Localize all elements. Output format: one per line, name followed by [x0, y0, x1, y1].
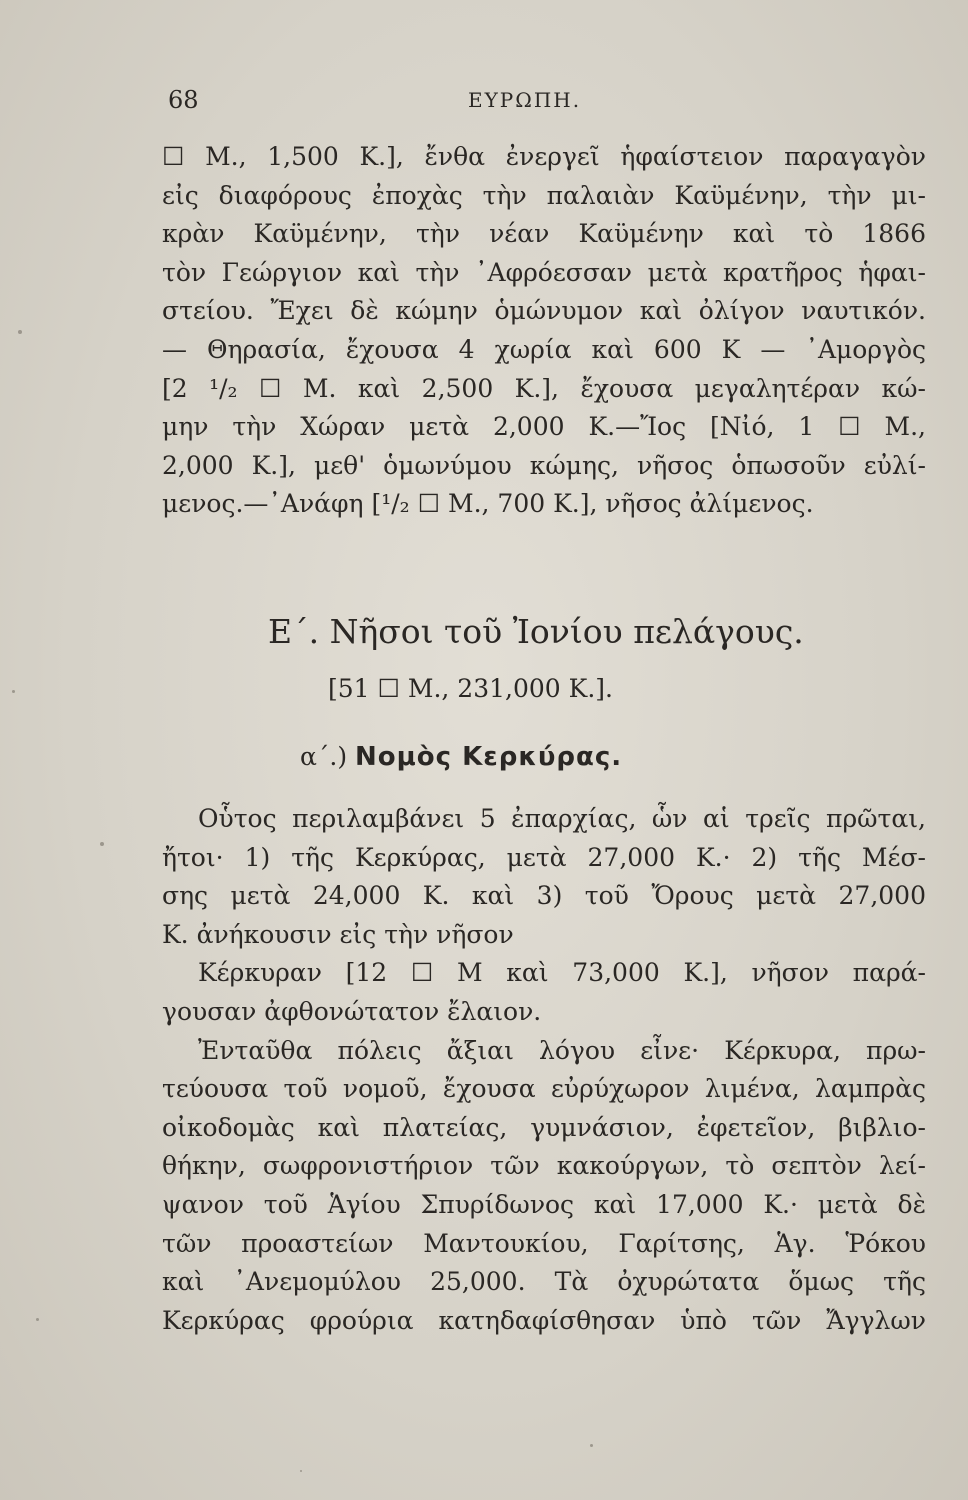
- text-line: σης μετὰ 24,000 Κ. καὶ 3) τοῦ Ὄρους μετὰ 27,000: [162, 881, 926, 911]
- text-line: στείου. Ἔχει δὲ κώμην ὁμώνυμον καὶ ὀλίγον ναυτικόν.: [162, 296, 926, 326]
- text-line: τῶν προαστείων Μαντουκίου, Γαρίτσης, Ἁγ. Ῥόκου: [162, 1228, 926, 1258]
- page-number: 68: [168, 86, 199, 114]
- text-line: μενος.—᾿Ανάφη [¹/₂ ☐ Μ., 700 Κ.], νῆσος ἀλίμενος.: [162, 489, 814, 519]
- paragraph-corfu: [162, 800, 926, 1340]
- text-line: θήκην, σωφρονιστήριον τῶν κακούργων, τὸ σεπτὸν λεί-: [162, 1151, 926, 1181]
- text-line: τεύουσα τοῦ νομοῦ, ἔχουσα εὐρύχωρον λιμένα, λαμπρὰς: [162, 1074, 926, 1104]
- text-line: καὶ ᾿Ανεμομύλου 25,000. Τὰ ὀχυρώτατα ὅμως τῆς: [162, 1267, 926, 1297]
- text-line: εἰς διαφόρους ἐποχὰς τὴν παλαιὰν Καϋμένην, τὴν μι-: [162, 180, 926, 210]
- page-header: [168, 86, 928, 126]
- text-line: Οὗτος περιλαμβάνει 5 ἐπαρχίας, ὧν αἱ τρεῖς πρῶται,: [198, 804, 926, 833]
- text-line: Κ. ἀνήκουσιν εἰς τὴν νῆσον: [162, 919, 514, 949]
- paper-speck: [18, 330, 22, 334]
- running-title: ΕΥΡΩΠΗ.: [468, 88, 582, 112]
- text-line: ἤτοι· 1) τῆς Κερκύρας, μετὰ 27,000 Κ.· 2) τῆς Μέσ-: [162, 842, 926, 872]
- paragraph-cyclades-continued: [162, 138, 926, 524]
- paper-speck: [100, 842, 104, 846]
- text-line: γουσαν ἀφθονώτατον ἔλαιον.: [162, 996, 542, 1026]
- section-area-note: [51 ☐ Μ., 231,000 Κ.].: [328, 674, 613, 703]
- text-line: — Θηρασία, ἔχουσα 4 χωρία καὶ 600 Κ — ᾿Αμοργὸς: [162, 334, 926, 364]
- text-line: Κερκύρας φρούρια κατηδαφίσθησαν ὑπὸ τῶν Ἄγγλων: [162, 1305, 926, 1335]
- text-line: μην τὴν Χώραν μετὰ 2,000 Κ.—Ἴος [Νἰό, 1 ☐ Μ.,: [162, 412, 926, 442]
- paper-speck: [590, 1444, 593, 1447]
- paper-speck: [36, 1318, 39, 1321]
- text-line: ψανον τοῦ Ἁγίου Σπυρίδωνος καὶ 17,000 Κ.· μετὰ δὲ: [162, 1189, 926, 1219]
- paper-speck: [12, 690, 15, 693]
- subsection-title: Νομὸς Κερκύρας.: [355, 742, 623, 772]
- text-line: Ἐνταῦθα πόλεις ἄξιαι λόγου εἶνε· Κέρκυρα, πρω-: [198, 1035, 926, 1065]
- section-heading: Ε΄. Νῆσοι τοῦ Ἰονίου πελάγους.: [268, 612, 804, 651]
- text-line: κρὰν Καϋμένην, τὴν νέαν Καϋμένην καὶ τὸ 1866: [162, 219, 926, 249]
- text-line: 2,000 Κ.], μεθ' ὁμωνύμου κώμης, νῆσος ὁπωσοῦν εὐλί-: [162, 450, 926, 480]
- text-line: Κέρκυραν [12 ☐ Μ καὶ 73,000 Κ.], νῆσον παρά-: [198, 958, 926, 988]
- text-line: τὸν Γεώργιον καὶ τὴν ᾿Αφρόεσσαν μετὰ κρατῆρος ἡφαι-: [162, 257, 926, 287]
- subsection-number: α΄.): [300, 742, 348, 771]
- subsection-heading: [300, 742, 622, 772]
- paper-speck: [300, 1470, 302, 1472]
- text-line: οἰκοδομὰς καὶ πλατείας, γυμνάσιον, ἐφετεῖον, βιβλιο-: [162, 1112, 926, 1142]
- text-line: [2 ¹/₂ ☐ Μ. καὶ 2,500 Κ.], ἔχουσα μεγαλητέραν κώ-: [162, 373, 926, 403]
- text-line: ☐ Μ., 1,500 Κ.], ἔνθα ἐνεργεῖ ἡφαίστειον παραγαγὸν: [162, 142, 926, 171]
